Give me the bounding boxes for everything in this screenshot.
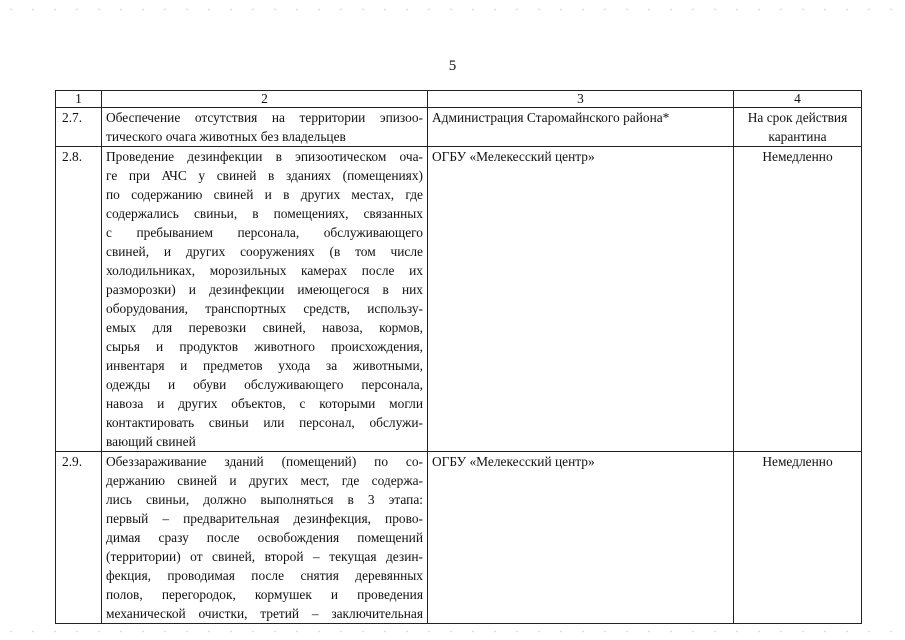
measure-line: инвентаря и предметов ухода за животными,	[106, 358, 423, 373]
measure-line: сырья и продуктов животного происхождения,	[106, 339, 423, 354]
measure-text	[102, 147, 428, 452]
header-col-2: 2	[102, 91, 428, 108]
measure-line: свиней, и других сооружениях (в том числе	[106, 244, 423, 259]
measure-line: механической очистки, третий – заключительная	[106, 606, 423, 621]
measure-line: лись свиньи, должно выполняться в 3 этапа:	[106, 492, 423, 507]
header-col-3: 3	[428, 91, 734, 108]
row-number: 2.8.	[56, 147, 102, 452]
table-row	[56, 147, 862, 452]
table-row	[56, 452, 862, 624]
measure-line: с пребыванием персонала, обслуживающего	[106, 225, 423, 240]
deadline: Немедленно	[734, 147, 862, 452]
measure-text	[102, 452, 428, 624]
deadline-line: карантина	[768, 129, 827, 144]
responsible-party: ОГБУ «Мелекесский центр»	[428, 452, 734, 624]
measure-line: по содержанию свиней и в других местах, где	[106, 187, 423, 202]
header-col-4: 4	[734, 91, 862, 108]
measure-line: димая сразу после освобождения помещений	[106, 530, 423, 545]
measure-line: контактировать свиньи или персонал, обслужи-	[106, 415, 423, 430]
measure-line: ге при АЧС у свиней в зданиях (помещениях)	[106, 168, 423, 183]
measure-line: холодильниках, морозильных камерах после их	[106, 263, 423, 278]
measures-table	[55, 90, 862, 624]
measure-line: Обеспечение отсутствия на территории эпизоо-	[106, 110, 423, 125]
measure-line: разморозки) и дезинфекции имеющегося в них	[106, 282, 423, 297]
measure-line: (территории) от свиней, второй – текущая дезин-	[106, 549, 423, 564]
measure-line: оборудования, транспортных средств, использу-	[106, 301, 423, 316]
measure-line: первый – предварительная дезинфекция, прово-	[106, 511, 423, 526]
deadline: Немедленно	[734, 452, 862, 624]
table-header-row	[56, 91, 862, 108]
measure-line: вающий свиней	[106, 434, 196, 449]
measure-line: Проведение дезинфекции в эпизоотическом оча-	[106, 149, 423, 164]
measure-line: Обеззараживание зданий (помещений) по со-	[106, 454, 423, 469]
measure-line: содержались свиньи, в помещениях, связанных	[106, 206, 423, 221]
row-number: 2.9.	[56, 452, 102, 624]
scan-noise-bottom	[0, 630, 905, 633]
row-number: 2.7.	[56, 108, 102, 147]
measure-line: навоза и других объектов, с которыми могли	[106, 396, 423, 411]
scan-noise-top	[0, 8, 905, 11]
measure-line: тического очага животных без владельцев	[106, 129, 346, 144]
deadline-line: На срок действия	[747, 110, 848, 125]
page-number: 5	[448, 58, 457, 74]
measure-line: фекция, проводимая после снятия деревянных	[106, 568, 423, 583]
table-row	[56, 108, 862, 147]
measure-text	[102, 108, 428, 147]
responsible-party: ОГБУ «Мелекесский центр»	[428, 147, 734, 452]
header-col-1: 1	[56, 91, 102, 108]
measure-line: одежды и обуви обслуживающего персонала,	[106, 377, 423, 392]
measure-line: держанию свиней и других мест, где содержа-	[106, 473, 423, 488]
measure-line: полов, перегородок, кормушек и проведения	[106, 587, 423, 602]
deadline	[734, 108, 862, 147]
measure-line: емых для перевозки свиней, навоза, кормов,	[106, 320, 423, 335]
responsible-party: Администрация Старомайнского района*	[428, 108, 734, 147]
